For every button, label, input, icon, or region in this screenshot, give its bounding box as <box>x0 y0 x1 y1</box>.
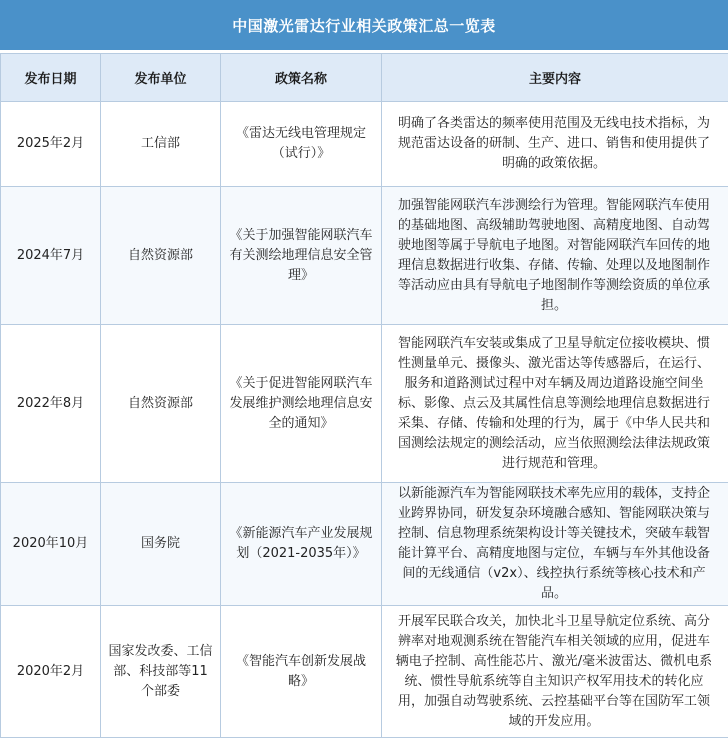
cell-content: 以新能源汽车为智能网联技术率先应用的载体，支持企业跨界协同，研发复杂环境融合感知、智能网联决策与控制、信息物理系统架构设计等关键技术，突破车载智能计算平台、高精度地图与定位，车辆与车外其他设备间的无线通信（v2x）、线控执行系统等核心技术和产品。 <box>382 483 728 606</box>
cell-content: 明确了各类雷达的频率使用范围及无线电技术指标，为规范雷达设备的研制、生产、进口、销售和使用提供了明确的政策依据。 <box>382 102 728 187</box>
table-row <box>1 483 728 606</box>
cell-unit: 国务院 <box>101 483 221 606</box>
table-row <box>1 102 728 187</box>
table-title: 中国激光雷达行业相关政策汇总一览表 <box>0 0 728 50</box>
cell-content: 开展军民联合攻关，加快北斗卫星导航定位系统、高分辨率对地观测系统在智能汽车相关领域的应用，促进车辆电子控制、高性能芯片、激光/毫米波雷达、微机电系统、惯性导航系统等自主知识产权军用技术的转化应用，加强自动驾驶系统、云控基础平台等在国防军工领域的开发应用。 <box>382 606 728 738</box>
cell-content: 加强智能网联汽车涉测绘行为管理。智能网联汽车使用的基础地图、高级辅助驾驶地图、高精度地图、自动驾驶地图等属于导航电子地图。对智能网联汽车回传的地理信息数据进行收集、存储、传输、处理以及地图制作等活动应由具有导航电子地图制作等测绘资质的单位承担。 <box>382 187 728 325</box>
cell-unit: 工信部 <box>101 102 221 187</box>
cell-policy: 《关于促进智能网联汽车发展维护测绘地理信息安全的通知》 <box>221 325 382 483</box>
cell-content: 智能网联汽车安装或集成了卫星导航定位接收模块、惯性测量单元、摄像头、激光雷达等传感器后，在运行、服务和道路测试过程中对车辆及周边道路设施空间坐标、影像、点云及其属性信息等测绘地理信息数据进行采集、存储、传输和处理的行为，属于《中华人民共和国测绘法规定的测绘活动，应当依照测绘法律法规政策进行规范和管理。 <box>382 325 728 483</box>
header-unit: 发布单位 <box>101 54 221 102</box>
cell-unit: 自然资源部 <box>101 187 221 325</box>
cell-date: 2025年2月 <box>1 102 101 187</box>
header-content: 主要内容 <box>382 54 728 102</box>
cell-policy: 《新能源汽车产业发展规划（2021-2035年）》 <box>221 483 382 606</box>
cell-policy: 《智能汽车创新发展战略》 <box>221 606 382 738</box>
cell-unit: 国家发改委、工信部、科技部等11个部委 <box>101 606 221 738</box>
cell-unit: 自然资源部 <box>101 325 221 483</box>
table-row <box>1 325 728 483</box>
cell-date: 2020年10月 <box>1 483 101 606</box>
table-row <box>1 187 728 325</box>
table-row <box>1 606 728 738</box>
header-policy: 政策名称 <box>221 54 382 102</box>
cell-policy: 《关于加强智能网联汽车有关测绘地理信息安全管理》 <box>221 187 382 325</box>
policy-table <box>0 53 728 738</box>
header-date: 发布日期 <box>1 54 101 102</box>
header-row <box>1 54 728 102</box>
cell-date: 2020年2月 <box>1 606 101 738</box>
cell-date: 2022年8月 <box>1 325 101 483</box>
cell-policy: 《雷达无线电管理规定（试行）》 <box>221 102 382 187</box>
cell-date: 2024年7月 <box>1 187 101 325</box>
